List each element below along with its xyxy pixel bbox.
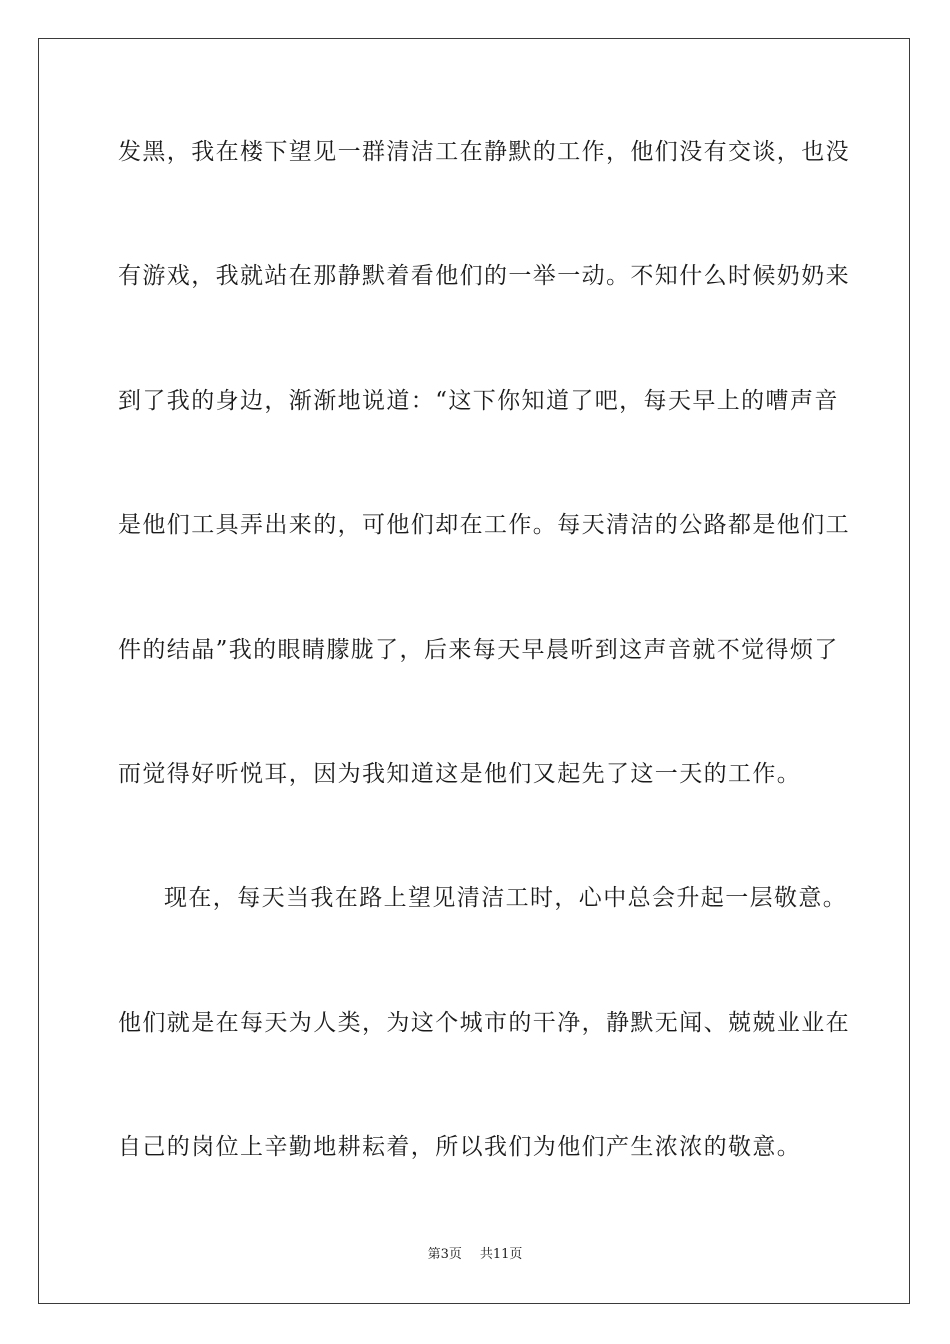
body-text-line-6: 而觉得好听悦耳，因为我知道这是他们又起先了这一天的工作。 [118,761,802,787]
body-text-line-7: 现在，每天当我在路上望见清洁工时，心中总会升起一层敬意。 [164,885,848,911]
page-border [38,38,910,1304]
body-text-line-4: 是他们工具弄出来的，可他们却在工作。每天清洁的公路都是他们工 [118,512,850,538]
page-number: 第3页 [427,1247,462,1262]
body-text-line-8: 他们就是在每天为人类，为这个城市的干净，静默无闻、兢兢业业在 [118,1010,850,1036]
body-text-line-9: 自己的岗位上辛勤地耕耘着，所以我们为他们产生浓浓的敬意。 [118,1134,802,1160]
total-pages: 共11页 [479,1247,523,1262]
page-footer [0,1247,950,1263]
body-text-line-1: 发黑，我在楼下望见一群清洁工在静默的工作，他们没有交谈，也没 [118,139,850,165]
body-text-line-3: 到了我的身边，渐渐地说道：“这下你知道了吧，每天早上的嘈声音 [118,388,839,414]
body-text-line-2: 有游戏，我就站在那静默着看他们的一举一动。不知什么时候奶奶来 [118,263,850,289]
body-text-line-5: 件的结晶”我的眼睛朦胧了，后来每天早晨听到这声音就不觉得烦了 [118,637,839,663]
